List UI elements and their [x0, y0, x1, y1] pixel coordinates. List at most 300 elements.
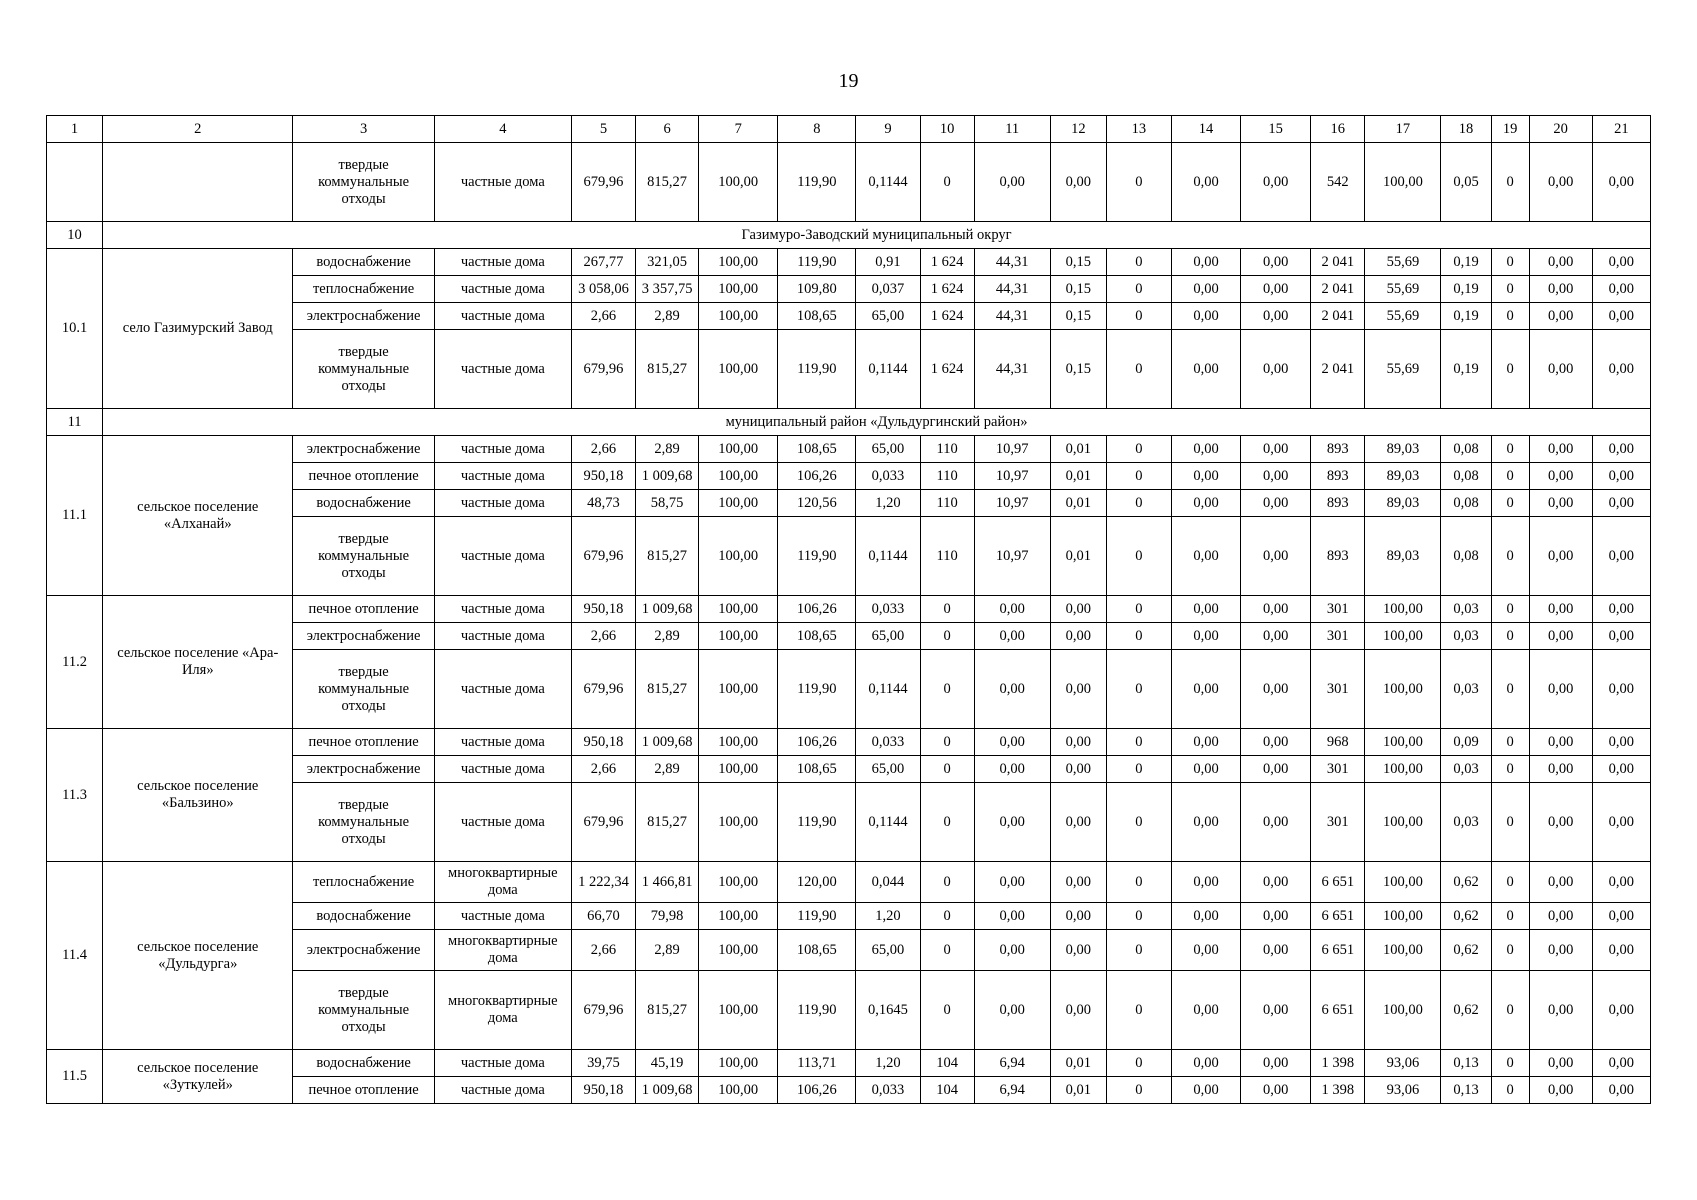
value-cell: 0,00 [1529, 303, 1592, 330]
value-cell: 0 [920, 596, 974, 623]
page-number: 19 [838, 70, 859, 92]
value-cell: 0 [1491, 517, 1529, 596]
value-cell: 0,00 [1529, 1050, 1592, 1077]
value-cell: 0 [1106, 143, 1171, 222]
value-cell: 0,00 [974, 596, 1050, 623]
value-cell: 0 [920, 783, 974, 862]
table-row [47, 1050, 1651, 1077]
housing-type: частные дома [434, 143, 571, 222]
value-cell: 950,18 [571, 463, 635, 490]
value-cell: 100,00 [699, 517, 778, 596]
value-cell: 2,66 [571, 930, 635, 971]
value-cell: 100,00 [699, 650, 778, 729]
utility-service: печное отопление [293, 596, 434, 623]
value-cell: 6 651 [1311, 930, 1365, 971]
value-cell: 0,03 [1441, 650, 1491, 729]
value-cell: 0,03 [1441, 596, 1491, 623]
value-cell: 65,00 [856, 756, 920, 783]
utility-service: печное отопление [293, 729, 434, 756]
settlement-name: сельское поселение «Дульдурга» [103, 862, 293, 1050]
housing-type: многоквартирные дома [434, 862, 571, 903]
value-cell: 1 624 [920, 330, 974, 409]
settlement-name: сельское поселение «Ара-Иля» [103, 596, 293, 729]
column-number-cell: 16 [1311, 116, 1365, 143]
value-cell: 100,00 [699, 330, 778, 409]
value-cell: 10,97 [974, 490, 1050, 517]
table-body [47, 116, 1651, 1104]
value-cell: 0,15 [1050, 330, 1106, 409]
value-cell: 2,66 [571, 436, 635, 463]
value-cell: 2,89 [636, 303, 699, 330]
value-cell: 0,00 [1241, 517, 1311, 596]
value-cell: 0,00 [974, 930, 1050, 971]
value-cell: 0,91 [856, 249, 920, 276]
value-cell: 100,00 [699, 729, 778, 756]
value-cell: 1 624 [920, 249, 974, 276]
value-cell: 0,00 [1171, 436, 1240, 463]
value-cell: 0 [920, 930, 974, 971]
section-number: 10 [47, 222, 103, 249]
utility-service: твердые коммунальные отходы [293, 330, 434, 409]
value-cell: 0,00 [1592, 490, 1650, 517]
value-cell: 0,00 [1171, 756, 1240, 783]
value-cell: 0,00 [974, 729, 1050, 756]
value-cell: 0 [1106, 623, 1171, 650]
value-cell: 0 [920, 143, 974, 222]
value-cell: 10,97 [974, 436, 1050, 463]
value-cell: 0 [1106, 862, 1171, 903]
value-cell: 108,65 [778, 930, 856, 971]
value-cell: 0,00 [1050, 596, 1106, 623]
value-cell: 679,96 [571, 783, 635, 862]
value-cell: 100,00 [699, 1050, 778, 1077]
value-cell: 0,00 [1241, 783, 1311, 862]
value-cell: 1,20 [856, 903, 920, 930]
value-cell: 0,00 [1592, 1077, 1650, 1104]
value-cell: 0 [1106, 436, 1171, 463]
value-cell: 0,1645 [856, 971, 920, 1050]
housing-type: частные дома [434, 596, 571, 623]
value-cell: 1 009,68 [636, 596, 699, 623]
value-cell: 0,00 [1171, 623, 1240, 650]
utility-service: водоснабжение [293, 903, 434, 930]
value-cell: 0,00 [1241, 862, 1311, 903]
value-cell: 0,00 [1592, 517, 1650, 596]
value-cell: 0,00 [1050, 143, 1106, 222]
settlement-number: 11.3 [47, 729, 103, 862]
value-cell: 65,00 [856, 436, 920, 463]
value-cell: 55,69 [1365, 276, 1441, 303]
value-cell: 2,89 [636, 623, 699, 650]
value-cell: 0,00 [1171, 276, 1240, 303]
table-row [47, 436, 1651, 463]
value-cell: 100,00 [1365, 596, 1441, 623]
column-number-cell: 21 [1592, 116, 1650, 143]
value-cell: 66,70 [571, 903, 635, 930]
value-cell: 0,00 [1171, 650, 1240, 729]
value-cell: 100,00 [1365, 729, 1441, 756]
value-cell: 0,05 [1441, 143, 1491, 222]
value-cell: 0 [1106, 303, 1171, 330]
value-cell: 0,00 [1529, 623, 1592, 650]
value-cell: 0,00 [1050, 930, 1106, 971]
value-cell: 1,20 [856, 490, 920, 517]
value-cell: 679,96 [571, 517, 635, 596]
utility-service: электроснабжение [293, 930, 434, 971]
value-cell: 0,00 [974, 862, 1050, 903]
value-cell: 0,00 [1171, 330, 1240, 409]
value-cell: 100,00 [699, 930, 778, 971]
value-cell: 0,044 [856, 862, 920, 903]
value-cell: 0 [1491, 783, 1529, 862]
value-cell: 0,13 [1441, 1050, 1491, 1077]
value-cell: 119,90 [778, 903, 856, 930]
value-cell: 100,00 [1365, 862, 1441, 903]
value-cell: 0 [920, 623, 974, 650]
value-cell: 100,00 [1365, 756, 1441, 783]
value-cell: 2,89 [636, 436, 699, 463]
value-cell: 0 [1106, 1077, 1171, 1104]
value-cell: 0,1144 [856, 783, 920, 862]
value-cell: 0,00 [1592, 903, 1650, 930]
value-cell: 100,00 [699, 249, 778, 276]
value-cell: 0,00 [1592, 330, 1650, 409]
value-cell: 0,00 [1050, 862, 1106, 903]
value-cell: 113,71 [778, 1050, 856, 1077]
value-cell: 0,00 [1241, 463, 1311, 490]
value-cell: 0,00 [1171, 143, 1240, 222]
value-cell: 815,27 [636, 143, 699, 222]
value-cell: 100,00 [699, 623, 778, 650]
value-cell: 0,00 [1592, 729, 1650, 756]
value-cell: 0,00 [1050, 650, 1106, 729]
value-cell: 301 [1311, 623, 1365, 650]
housing-type: многоквартирные дома [434, 930, 571, 971]
settlement-number: 10.1 [47, 249, 103, 409]
value-cell: 0 [1491, 436, 1529, 463]
housing-type: частные дома [434, 783, 571, 862]
value-cell: 0 [1491, 330, 1529, 409]
value-cell: 1 009,68 [636, 729, 699, 756]
value-cell: 100,00 [699, 436, 778, 463]
value-cell: 100,00 [699, 303, 778, 330]
value-cell: 0,00 [1171, 971, 1240, 1050]
value-cell: 10,97 [974, 517, 1050, 596]
value-cell: 108,65 [778, 756, 856, 783]
value-cell: 100,00 [1365, 143, 1441, 222]
value-cell: 0,00 [1529, 436, 1592, 463]
value-cell: 2,66 [571, 303, 635, 330]
value-cell: 0,00 [1171, 1050, 1240, 1077]
value-cell: 93,06 [1365, 1077, 1441, 1104]
value-cell: 0,08 [1441, 463, 1491, 490]
value-cell: 0 [1491, 143, 1529, 222]
value-cell: 0 [1491, 862, 1529, 903]
housing-type: частные дома [434, 436, 571, 463]
value-cell: 0,62 [1441, 930, 1491, 971]
value-cell: 0,01 [1050, 463, 1106, 490]
value-cell: 679,96 [571, 143, 635, 222]
value-cell: 0,01 [1050, 436, 1106, 463]
housing-type: частные дома [434, 1077, 571, 1104]
settlement-name: сельское поселение «Зуткулей» [103, 1050, 293, 1104]
value-cell: 119,90 [778, 249, 856, 276]
value-cell: 3 058,06 [571, 276, 635, 303]
value-cell: 0,00 [1529, 249, 1592, 276]
value-cell: 0 [1491, 1050, 1529, 1077]
value-cell: 893 [1311, 463, 1365, 490]
value-cell: 0,00 [1241, 623, 1311, 650]
value-cell: 110 [920, 517, 974, 596]
value-cell: 0,00 [1241, 930, 1311, 971]
settlement-number [47, 143, 103, 222]
table-row [47, 862, 1651, 903]
value-cell: 0 [920, 903, 974, 930]
value-cell: 0,1144 [856, 143, 920, 222]
utility-service: твердые коммунальные отходы [293, 971, 434, 1050]
value-cell: 0 [1106, 596, 1171, 623]
value-cell: 0 [920, 729, 974, 756]
value-cell: 106,26 [778, 596, 856, 623]
housing-type: частные дома [434, 650, 571, 729]
column-number-cell: 18 [1441, 116, 1491, 143]
value-cell: 0,00 [1592, 1050, 1650, 1077]
value-cell: 0,00 [1592, 463, 1650, 490]
value-cell: 89,03 [1365, 463, 1441, 490]
value-cell: 0,00 [1592, 650, 1650, 729]
value-cell: 0 [1491, 463, 1529, 490]
value-cell: 44,31 [974, 303, 1050, 330]
value-cell: 0,00 [1241, 143, 1311, 222]
value-cell: 0,00 [1171, 930, 1240, 971]
value-cell: 58,75 [636, 490, 699, 517]
value-cell: 0 [1106, 463, 1171, 490]
housing-type: частные дома [434, 249, 571, 276]
value-cell: 2 041 [1311, 330, 1365, 409]
value-cell: 119,90 [778, 650, 856, 729]
value-cell: 0,00 [1241, 276, 1311, 303]
value-cell: 0,033 [856, 1077, 920, 1104]
value-cell: 65,00 [856, 623, 920, 650]
value-cell: 0,00 [1529, 596, 1592, 623]
value-cell: 0,00 [1241, 729, 1311, 756]
value-cell: 100,00 [1365, 903, 1441, 930]
value-cell: 2,89 [636, 756, 699, 783]
utility-service: твердые коммунальные отходы [293, 143, 434, 222]
value-cell: 950,18 [571, 1077, 635, 1104]
value-cell: 100,00 [699, 276, 778, 303]
value-cell: 108,65 [778, 436, 856, 463]
value-cell: 0,00 [1529, 783, 1592, 862]
value-cell: 110 [920, 490, 974, 517]
value-cell: 0,1144 [856, 650, 920, 729]
settlement-number: 11.2 [47, 596, 103, 729]
value-cell: 0 [1106, 650, 1171, 729]
column-number-cell: 5 [571, 116, 635, 143]
value-cell: 100,00 [1365, 783, 1441, 862]
value-cell: 2 041 [1311, 249, 1365, 276]
value-cell: 0,00 [1592, 143, 1650, 222]
value-cell: 0,00 [1050, 971, 1106, 1050]
value-cell: 6,94 [974, 1077, 1050, 1104]
value-cell: 100,00 [699, 143, 778, 222]
value-cell: 0,19 [1441, 276, 1491, 303]
value-cell: 110 [920, 463, 974, 490]
value-cell: 0,01 [1050, 517, 1106, 596]
value-cell: 10,97 [974, 463, 1050, 490]
value-cell: 0,00 [1529, 276, 1592, 303]
value-cell: 0,00 [1241, 330, 1311, 409]
value-cell: 0,00 [1171, 862, 1240, 903]
column-number-cell: 9 [856, 116, 920, 143]
value-cell: 0,03 [1441, 623, 1491, 650]
value-cell: 893 [1311, 436, 1365, 463]
column-number-header [47, 116, 1651, 143]
utility-service: электроснабжение [293, 623, 434, 650]
value-cell: 0 [1106, 330, 1171, 409]
value-cell: 0,08 [1441, 436, 1491, 463]
value-cell: 0,00 [1171, 303, 1240, 330]
value-cell: 0,00 [974, 783, 1050, 862]
settlement-name: сельское поселение «Алханай» [103, 436, 293, 596]
value-cell: 106,26 [778, 463, 856, 490]
utility-service: печное отопление [293, 463, 434, 490]
column-number-cell: 17 [1365, 116, 1441, 143]
value-cell: 100,00 [1365, 623, 1441, 650]
value-cell: 0,00 [1529, 971, 1592, 1050]
value-cell: 0,00 [1241, 490, 1311, 517]
value-cell: 2,66 [571, 623, 635, 650]
value-cell: 0,00 [1529, 143, 1592, 222]
value-cell: 0,00 [1171, 596, 1240, 623]
value-cell: 0,00 [1171, 783, 1240, 862]
value-cell: 815,27 [636, 330, 699, 409]
value-cell: 104 [920, 1050, 974, 1077]
value-cell: 1 624 [920, 303, 974, 330]
value-cell: 1 009,68 [636, 463, 699, 490]
value-cell: 0,15 [1050, 276, 1106, 303]
value-cell: 0 [1491, 276, 1529, 303]
utility-service: твердые коммунальные отходы [293, 650, 434, 729]
value-cell: 44,31 [974, 249, 1050, 276]
value-cell: 106,26 [778, 1077, 856, 1104]
value-cell: 0,00 [1529, 650, 1592, 729]
value-cell: 39,75 [571, 1050, 635, 1077]
value-cell: 968 [1311, 729, 1365, 756]
value-cell: 100,00 [699, 463, 778, 490]
value-cell: 44,31 [974, 276, 1050, 303]
value-cell: 0,00 [974, 623, 1050, 650]
utility-service: электроснабжение [293, 436, 434, 463]
value-cell: 0,62 [1441, 862, 1491, 903]
value-cell: 950,18 [571, 596, 635, 623]
value-cell: 0,19 [1441, 249, 1491, 276]
value-cell: 100,00 [699, 971, 778, 1050]
value-cell: 100,00 [699, 490, 778, 517]
settlement-name: село Газимурский Завод [103, 249, 293, 409]
value-cell: 55,69 [1365, 330, 1441, 409]
value-cell: 0 [920, 756, 974, 783]
value-cell: 0,19 [1441, 303, 1491, 330]
value-cell: 0,00 [1592, 249, 1650, 276]
value-cell: 0 [1491, 930, 1529, 971]
value-cell: 0,00 [1592, 276, 1650, 303]
value-cell: 109,80 [778, 276, 856, 303]
value-cell: 815,27 [636, 971, 699, 1050]
value-cell: 55,69 [1365, 249, 1441, 276]
value-cell: 119,90 [778, 330, 856, 409]
housing-type: частные дома [434, 330, 571, 409]
value-cell: 0 [920, 650, 974, 729]
value-cell: 0,00 [1050, 783, 1106, 862]
section-title: муниципальный район «Дульдургинский район» [103, 409, 1651, 436]
column-number-cell: 13 [1106, 116, 1171, 143]
value-cell: 1,20 [856, 1050, 920, 1077]
table-row [47, 249, 1651, 276]
value-cell: 815,27 [636, 650, 699, 729]
value-cell: 301 [1311, 650, 1365, 729]
value-cell: 0,00 [1241, 1077, 1311, 1104]
value-cell: 0,00 [1050, 756, 1106, 783]
value-cell: 0,00 [974, 903, 1050, 930]
value-cell: 0,00 [1050, 729, 1106, 756]
housing-type: частные дома [434, 490, 571, 517]
column-number-cell: 4 [434, 116, 571, 143]
value-cell: 301 [1311, 783, 1365, 862]
value-cell: 0,1144 [856, 330, 920, 409]
value-cell: 100,00 [699, 756, 778, 783]
value-cell: 0,01 [1050, 1077, 1106, 1104]
value-cell: 0,00 [1592, 756, 1650, 783]
value-cell: 65,00 [856, 303, 920, 330]
value-cell: 0 [1106, 249, 1171, 276]
value-cell: 45,19 [636, 1050, 699, 1077]
value-cell: 108,65 [778, 303, 856, 330]
value-cell: 2 041 [1311, 276, 1365, 303]
value-cell: 110 [920, 436, 974, 463]
value-cell: 267,77 [571, 249, 635, 276]
value-cell: 0,00 [1592, 862, 1650, 903]
value-cell: 104 [920, 1077, 974, 1104]
value-cell: 79,98 [636, 903, 699, 930]
value-cell: 6 651 [1311, 862, 1365, 903]
housing-type: частные дома [434, 276, 571, 303]
value-cell: 1 398 [1311, 1050, 1365, 1077]
value-cell: 0,00 [1529, 330, 1592, 409]
value-cell: 301 [1311, 756, 1365, 783]
value-cell: 0,00 [1592, 783, 1650, 862]
value-cell: 0,1144 [856, 517, 920, 596]
column-number-cell: 19 [1491, 116, 1529, 143]
value-cell: 0 [1491, 1077, 1529, 1104]
value-cell: 0,00 [1241, 1050, 1311, 1077]
value-cell: 100,00 [699, 862, 778, 903]
value-cell: 120,00 [778, 862, 856, 903]
value-cell: 0,00 [1241, 249, 1311, 276]
value-cell: 0,00 [1529, 517, 1592, 596]
value-cell: 100,00 [1365, 971, 1441, 1050]
utility-service: теплоснабжение [293, 862, 434, 903]
value-cell: 0 [1491, 596, 1529, 623]
value-cell: 100,00 [699, 903, 778, 930]
value-cell: 0,15 [1050, 303, 1106, 330]
value-cell: 0,00 [1529, 862, 1592, 903]
value-cell: 0,00 [974, 650, 1050, 729]
value-cell: 0 [1106, 490, 1171, 517]
value-cell: 893 [1311, 490, 1365, 517]
value-cell: 0,037 [856, 276, 920, 303]
value-cell: 0,00 [1529, 756, 1592, 783]
